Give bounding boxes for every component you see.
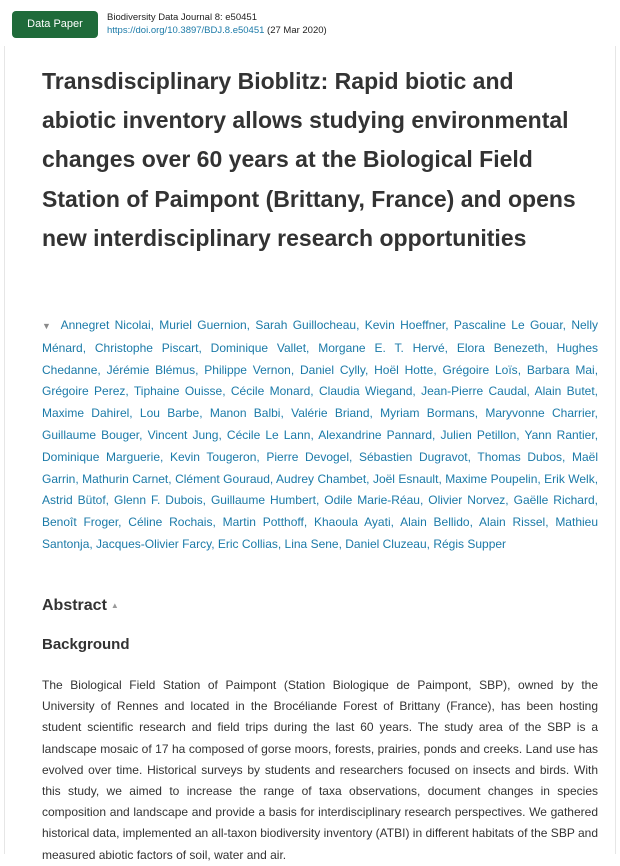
author-link[interactable]: Maryvonne Charrier (485, 406, 595, 421)
author-link[interactable]: Lou Barbe (139, 406, 200, 421)
author-link[interactable]: Guillaume Bouger (42, 427, 140, 442)
author-separator: , (526, 384, 535, 399)
author-link[interactable]: Nelly Ménard (42, 318, 598, 355)
author-separator: , (125, 384, 134, 399)
page-border-right (615, 46, 616, 854)
author-separator: , (469, 515, 480, 530)
author-separator: , (356, 318, 365, 332)
collapse-triangle-icon[interactable]: ▲ (110, 601, 119, 611)
author-separator: , (433, 362, 443, 377)
author-link[interactable]: Maxime Poupelin (445, 471, 538, 486)
author-separator: , (426, 536, 434, 551)
author-link[interactable]: Astrid Bütof (42, 493, 106, 508)
author-separator: , (139, 427, 148, 442)
author-link[interactable]: Lina Sene (284, 536, 339, 551)
author-separator: , (310, 427, 319, 442)
author-link[interactable]: Pascaline Le Gouar (453, 318, 563, 332)
author-link[interactable]: Julien Petillon (440, 427, 517, 442)
author-separator: , (306, 340, 319, 355)
author-separator: , (594, 471, 599, 486)
author-link[interactable]: Joël Esnault (372, 471, 439, 486)
author-link[interactable]: Yann Rantier (524, 427, 595, 442)
abstract-heading-label: Abstract (42, 597, 107, 614)
author-link[interactable]: Odile Marie-Réau (324, 493, 420, 508)
author-link[interactable]: Jérémie Blémus (106, 362, 196, 377)
journal-citation: Biodiversity Data Journal 8: e50451 (107, 12, 257, 23)
author-separator: , (594, 493, 598, 508)
author-separator: , (366, 471, 373, 486)
author-separator: , (594, 384, 599, 399)
author-separator: , (256, 449, 267, 464)
author-link[interactable]: Daniel Cylly (300, 362, 365, 377)
author-separator: , (562, 318, 572, 332)
author-separator: , (438, 471, 446, 486)
author-link[interactable]: Maël Garrin (42, 449, 599, 486)
author-separator: , (168, 471, 176, 486)
author-link[interactable]: Audrey Chambet (276, 471, 367, 486)
author-link[interactable]: Alain Bellido (400, 515, 470, 530)
author-link[interactable]: Cécile Le Lann (226, 427, 311, 442)
author-separator: , (505, 493, 514, 508)
article-title: Transdisciplinary Bioblitz: Rapid biotic and abiotic inventory allows studying environmental changes over 60 years at the Biological Field Station of Paimpont (Brittany, France) and opens new interdisciplinary research opportunities (42, 68, 576, 251)
author-link[interactable]: Jean-Pierre Caudal (421, 384, 527, 399)
author-separator: , (364, 362, 375, 377)
author-list (42, 315, 598, 556)
author-link[interactable]: Jacques-Olivier Farcy (96, 536, 212, 551)
author-separator: , (246, 318, 256, 332)
author-separator: , (280, 406, 292, 421)
author-link[interactable]: Annegret Nicolai (60, 318, 151, 332)
author-link[interactable]: Kevin Hoeffner (364, 318, 446, 332)
author-link[interactable]: Martin Potthoff (222, 515, 304, 530)
author-separator: , (467, 449, 478, 464)
author-separator: , (105, 493, 114, 508)
author-separator: , (290, 362, 300, 377)
author-link[interactable]: Valérie Briand (291, 406, 370, 421)
author-link[interactable]: Glenn F. Dubois (113, 493, 203, 508)
author-link[interactable]: Vincent Jung (147, 427, 219, 442)
author-link[interactable]: Christophe Piscart (94, 340, 199, 355)
abstract-heading[interactable] (42, 597, 119, 615)
author-link[interactable]: Manon Balbi (209, 406, 281, 421)
publication-date: (27 Mar 2020) (267, 25, 327, 36)
author-separator: , (517, 362, 527, 377)
article-header (0, 0, 620, 46)
author-link[interactable]: Maxime Dahirel (42, 406, 130, 421)
author-link[interactable]: Cécile Monard (230, 384, 311, 399)
author-separator: , (97, 362, 107, 377)
author-separator: , (545, 515, 556, 530)
author-separator: , (277, 536, 285, 551)
author-separator: , (390, 515, 401, 530)
author-separator: , (445, 318, 454, 332)
doi-link[interactable]: https://doi.org/10.3897/BDJ.8.e50451 (107, 25, 265, 36)
author-separator: , (199, 406, 210, 421)
citation-meta (107, 11, 327, 37)
author-link[interactable]: Alain Rissel (479, 515, 546, 530)
author-separator: , (129, 406, 140, 421)
author-separator: , (544, 340, 557, 355)
author-link[interactable]: Tiphaine Ouisse (133, 384, 223, 399)
author-separator: , (202, 493, 211, 508)
author-separator: , (562, 449, 572, 464)
author-link[interactable]: Gaëlle Richard (513, 493, 595, 508)
author-separator: , (160, 449, 170, 464)
author-separator: , (537, 471, 545, 486)
author-separator: , (269, 471, 277, 486)
author-separator: , (444, 340, 457, 355)
author-link[interactable]: Pierre Devogel (266, 449, 350, 464)
author-link[interactable]: Hoël Hotte (374, 362, 434, 377)
author-separator: , (195, 362, 205, 377)
author-link[interactable]: Barbara Mai (526, 362, 595, 377)
author-link[interactable]: Eric Collias (217, 536, 278, 551)
author-separator: , (594, 406, 599, 421)
author-link[interactable]: Grégoire Perez (42, 384, 126, 399)
author-separator: , (212, 515, 223, 530)
author-link[interactable]: Hughes Chedanne (42, 340, 599, 377)
author-link[interactable]: Olivier Norvez (428, 493, 506, 508)
author-separator: , (198, 340, 211, 355)
author-separator: , (75, 471, 83, 486)
author-separator: , (369, 406, 381, 421)
author-separator: , (412, 384, 422, 399)
author-link[interactable]: Mathieu Santonja (42, 515, 599, 551)
author-separator: , (218, 427, 227, 442)
author-separator: , (432, 427, 441, 442)
author-link[interactable]: Dominique Marguerie (42, 449, 160, 464)
author-link[interactable]: Kevin Tougeron (169, 449, 257, 464)
author-link[interactable]: Céline Rochais (128, 515, 213, 530)
author-separator: , (338, 536, 346, 551)
page-border-left (4, 46, 5, 854)
author-link[interactable]: Elora Benezeth (456, 340, 545, 355)
author-link[interactable]: Muriel Guernion (159, 318, 247, 332)
author-link[interactable]: Benoît Froger (42, 515, 119, 530)
author-separator: , (474, 406, 486, 421)
author-link[interactable]: Daniel Cluzeau (345, 536, 427, 551)
author-link[interactable]: Claudia Wiegand (319, 384, 413, 399)
author-link[interactable]: Morgane E. T. Hervé (318, 340, 445, 355)
author-separator: , (349, 449, 359, 464)
author-link[interactable]: Sébastien Dugravot (358, 449, 468, 464)
author-link[interactable]: Régis Supper (433, 536, 507, 551)
author-separator: , (82, 340, 95, 355)
author-link[interactable]: Thomas Dubos (477, 449, 563, 464)
author-link[interactable]: Sarah Guillocheau (255, 318, 357, 332)
author-separator: , (211, 536, 218, 551)
chevron-down-icon[interactable]: ▼ (42, 321, 53, 331)
author-link[interactable]: Khaoula Ayati (313, 515, 391, 530)
author-separator: , (419, 493, 429, 508)
author-separator: , (315, 493, 325, 508)
author-separator: , (150, 318, 160, 332)
author-link[interactable]: Erik Welk (544, 471, 595, 486)
author-link[interactable]: Alexandrine Pannard (318, 427, 433, 442)
author-link[interactable]: Grégoire Loïs (442, 362, 518, 377)
background-heading: Background (42, 636, 130, 653)
author-separator: , (303, 515, 314, 530)
article-type-badge[interactable]: Data Paper (12, 11, 98, 38)
author-link[interactable]: Myriam Bormans (380, 406, 475, 421)
author-link[interactable]: Dominique Vallet (210, 340, 307, 355)
author-link[interactable]: Guillaume Humbert (210, 493, 316, 508)
author-separator: , (222, 384, 231, 399)
author-link[interactable]: Clément Gouraud (175, 471, 270, 486)
author-link[interactable]: Alain Butet (534, 384, 595, 399)
author-separator: , (310, 384, 319, 399)
background-paragraph: The Biological Field Station of Paimpont (Station Biologique de Paimpont, SBP), owned by the University of Rennes and located in the Brocéliande Forest of Brittany (France), has been hosting student scientific research and field trips during the last 60 years. The study area of the SBP is a landscape mosaic of 17 ha composed of gorse moors, forests, prairies, ponds and creeks. Land use has evolved over time. Historical surveys by students and researchers focused on insects and birds. With this study, we aimed to increase the range of taxa observations, document changes in species composition and landscape and provide a basis for interdisciplinary research perspectives. We gathered historical data, implemented an all-taxon biodiversity inventory (ATBI) in different habitats of the SBP and measured abiotic factors of soil, water and air. (42, 678, 598, 862)
author-link[interactable]: Mathurin Carnet (82, 471, 169, 486)
author-separator: , (516, 427, 525, 442)
author-separator: , (594, 427, 599, 442)
author-separator: , (89, 536, 97, 551)
author-separator: , (594, 362, 599, 377)
author-separator: , (118, 515, 129, 530)
author-link[interactable]: Philippe Vernon (204, 362, 291, 377)
